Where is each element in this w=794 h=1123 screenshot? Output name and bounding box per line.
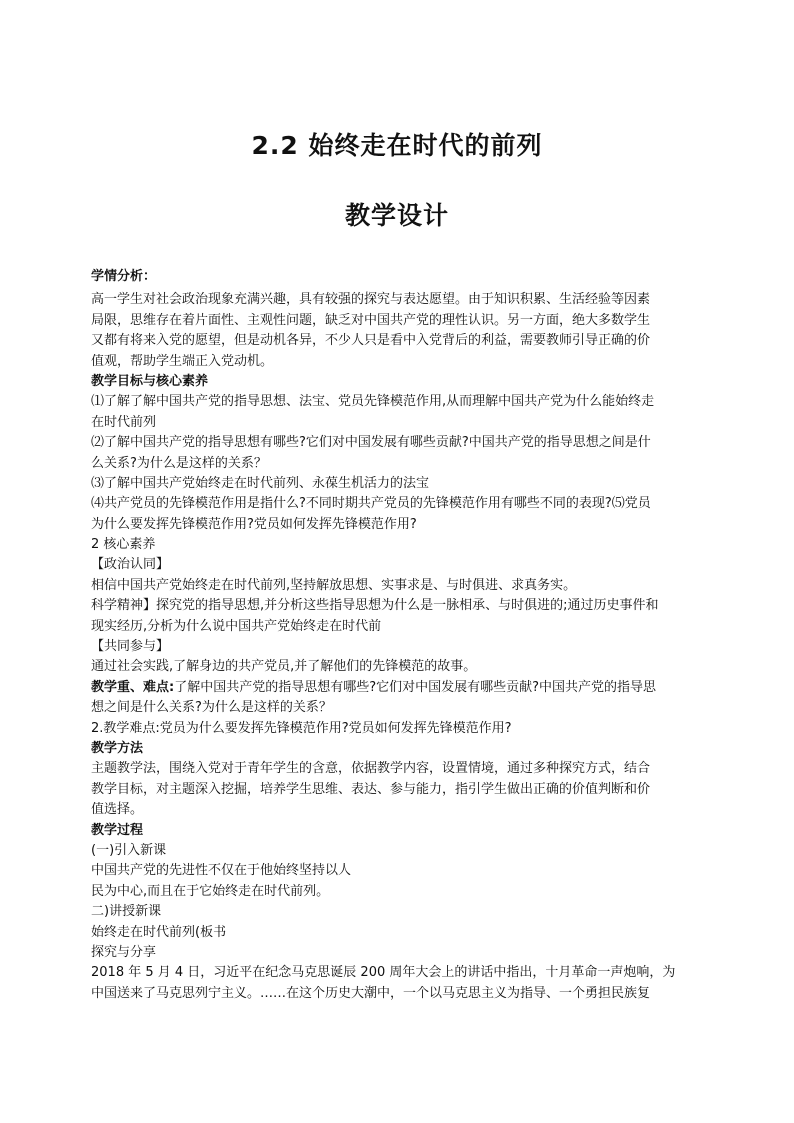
paragraph-line: 2 核心素养 <box>91 537 156 553</box>
paragraph-line: ⑷共产党员的先锋模范作用是指什么?不同时期共产党员的先锋模范作用有哪些不同的表现?⑸党员 <box>91 496 651 512</box>
key-points-line <box>91 678 711 698</box>
paragraph-line: 高一学生对社会政治现象充满兴趣，具有较强的探究与表达愿望。由于知识积累、生活经验等因素 <box>91 292 651 308</box>
paragraph-line: 中国共产党的先进性不仅在于他始终坚持以人 <box>91 863 352 879</box>
document-title: 2.2 始终走在时代的前列 <box>251 131 543 160</box>
paragraph-line: 值选择。 <box>91 802 144 818</box>
paragraph-line: 教学目标，对主题深入挖掘，培养学生思维、表达、参与能力，指引学生做出正确的价值判断和价 <box>91 781 651 797</box>
paragraph-line: 始终走在时代前列(板书 <box>91 924 227 940</box>
key-points-label: 教学重、难点: <box>91 679 175 695</box>
paragraph-line: 为什么要发挥先锋模范作用?党员如何发挥先锋模范作用? <box>91 516 417 532</box>
paragraph-line: (一)引入新课 <box>91 842 167 858</box>
paragraph-line: 么关系?为什么是这样的关系？ <box>91 455 267 471</box>
paragraph-line: 现实经历,分析为什么说中国共产党始终走在时代前 <box>91 618 382 634</box>
paragraph-line: 探究与分享 <box>91 944 157 960</box>
paragraph-line: 局限，思维存在着片面性、主观性问题，缺乏对中国共产党的理性认识。另一方面，绝大多数学生 <box>91 312 651 328</box>
paragraph-line: ⑴了解了解中国共产党的指导思想、法宝、党员先锋模范作用,从而理解中国共产党为什么能始终走 <box>91 394 655 410</box>
paragraph-line: 二)讲授新课 <box>91 904 162 920</box>
paragraph-line: 2.教学难点:党员为什么要发挥先锋模范作用?党员如何发挥先锋模范作用? <box>91 720 512 736</box>
paragraph-line: 主题教学法，围绕入党对于青年学生的含意，依据教学内容，设置情境，通过多种探究方式，结合 <box>91 761 651 777</box>
heading-process: 教学过程 <box>91 822 144 838</box>
section-label: 【共同参与】 <box>91 639 170 655</box>
heading-goals: 教学目标与核心素养 <box>91 373 209 389</box>
document-subtitle: 教学设计 <box>344 201 449 230</box>
section-label: 【政治认同】 <box>91 557 170 573</box>
heading-learner-analysis: 学情分析： <box>91 269 157 284</box>
paragraph-line: 中国送来了马克思列宁主义。……在这个历史大潮中，一个以马克思主义为指导、一个勇担民族复 <box>91 985 651 1001</box>
paragraph-line: 相信中国共产党始终走在时代前列,坚持解放思想、实事求是、与时俱进、求真务实。 <box>91 577 577 593</box>
heading-method: 教学方法 <box>91 740 144 756</box>
paragraph-line: 值观，帮助学生端正入党动机。 <box>91 353 274 369</box>
paragraph-line: 2018 年 5 月 4 日，习近平在纪念马克思诞辰 200 周年大会上的讲话中指出，十月革命一声炮响，为 <box>91 965 676 981</box>
paragraph-line: 想之间是什么关系?为什么是这样的关系？ <box>91 700 332 716</box>
paragraph-line: ⑶了解中国共产党始终走在时代前列、永葆生机活力的法宝 <box>91 475 430 491</box>
paragraph-line: 通过社会实践,了解身边的共产党员,并了解他们的先锋模范的故事。 <box>91 659 477 675</box>
document-body <box>91 267 711 1004</box>
paragraph-line: 又都有将来入党的愿望，但是动机各异，不少人只是看中入党背后的利益，需要教师引导正确的价 <box>91 333 651 349</box>
paragraph-line: 在时代前列 <box>91 414 157 430</box>
paragraph-line: ⑵了解中国共产党的指导思想有哪些?它们对中国发展有哪些贡献?中国共产党的指导思想之间是什 <box>91 435 651 451</box>
paragraph-line: 民为中心,而且在于它始终走在时代前列。 <box>91 883 330 899</box>
key-points-text: 了解中国共产党的指导思想有哪些?它们对中国发展有哪些贡献?中国共产党的指导思 <box>174 679 657 695</box>
paragraph-line: 科学精神】探究党的指导思想,并分析这些指导思想为什么是一脉相承、与时俱进的;通过历史事件和 <box>91 598 659 614</box>
